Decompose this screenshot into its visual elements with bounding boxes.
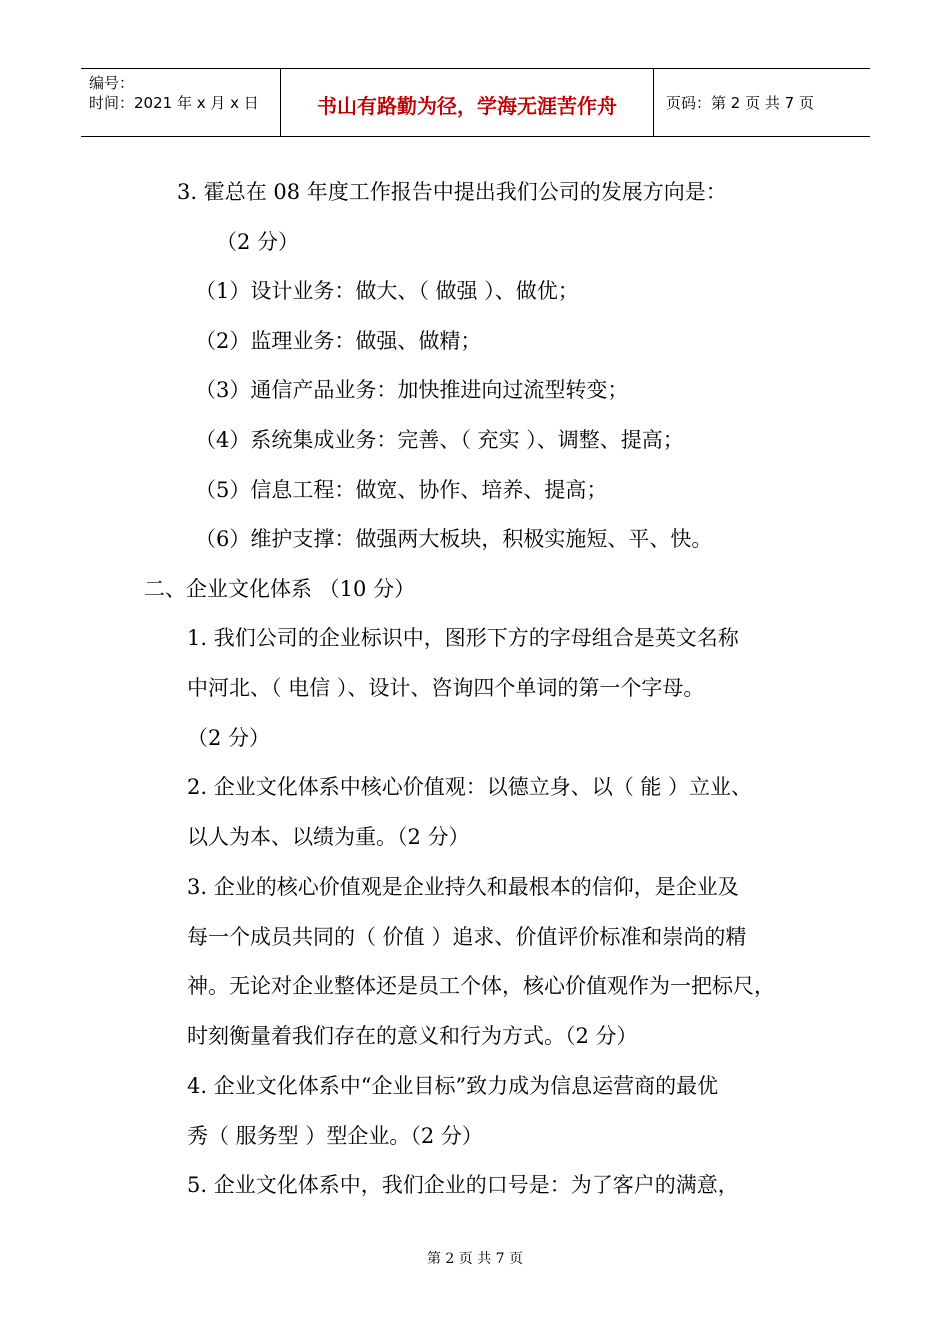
question-3-line: 3. 霍总在 08 年度工作报告中提出我们公司的发展方向是： (177, 180, 727, 204)
answer-item-2: （2）监理业务：做强、做精； (195, 329, 482, 353)
section2-question-3-line2: 每一个成员共同的（ 价值 ）追求、价值评价标准和崇尚的精 (187, 925, 747, 949)
question-3-score: （2 分） (216, 230, 300, 254)
document-date-label: 时间：2021 年 x 月 x 日 (89, 94, 259, 112)
section2-question-1-line2: 中河北、（ 电信 ）、设计、咨询四个单词的第一个字母。 (187, 676, 705, 700)
header-motto: 书山有路勤为径，学海无涯苦作舟 (281, 69, 654, 136)
section2-question-4-line1: 4. 企业文化体系中“企业目标”致力成为信息运营商的最优 (187, 1074, 719, 1098)
header-meta (81, 69, 281, 136)
section2-question-3-line1: 3. 企业的核心价值观是企业持久和最根本的信仰，是企业及 (187, 875, 739, 899)
answer-item-6: （6）维护支撑：做强两大板块，积极实施短、平、快。 (195, 527, 713, 551)
answer-item-3: （3）通信产品业务：加快推进向过流型转变； (195, 378, 629, 402)
answer-item-5: （5）信息工程：做宽、协作、培养、提高； (195, 478, 608, 502)
page-header (81, 68, 870, 137)
section-heading-2: 二、企业文化体系 （10 分） (144, 577, 416, 601)
section2-question-3-line4: 时刻衡量着我们存在的意义和行为方式。（2 分） (187, 1024, 638, 1048)
document-number-label: 编号： (89, 74, 135, 92)
answer-item-4: （4）系统集成业务：完善、（ 充实 ）、调整、提高； (195, 428, 684, 452)
section2-question-2-line2: 以人为本、以绩为重。（2 分） (187, 825, 470, 849)
section2-question-1-score: （2 分） (187, 726, 271, 750)
answer-item-1: （1）设计业务：做大、（ 做强 ）、做优； (195, 279, 579, 303)
section2-question-2-line1: 2. 企业文化体系中核心价值观：以德立身、以（ 能 ）立业、 (187, 775, 753, 799)
header-page-info: 页码：第 2 页 共 7 页 (666, 94, 814, 112)
section2-question-4-line2: 秀（ 服务型 ）型企业。（2 分） (187, 1124, 483, 1148)
page-footer: 第 2 页 共 7 页 (426, 1251, 524, 1267)
section2-question-5-line1: 5. 企业文化体系中，我们企业的口号是：为了客户的满意， (187, 1173, 739, 1197)
section2-question-1-line1: 1. 我们公司的企业标识中，图形下方的字母组合是英文名称 (187, 626, 739, 650)
section2-question-3-line3: 神。无论对企业整体还是员工个体，核心价值观作为一把标尺， (187, 974, 775, 998)
